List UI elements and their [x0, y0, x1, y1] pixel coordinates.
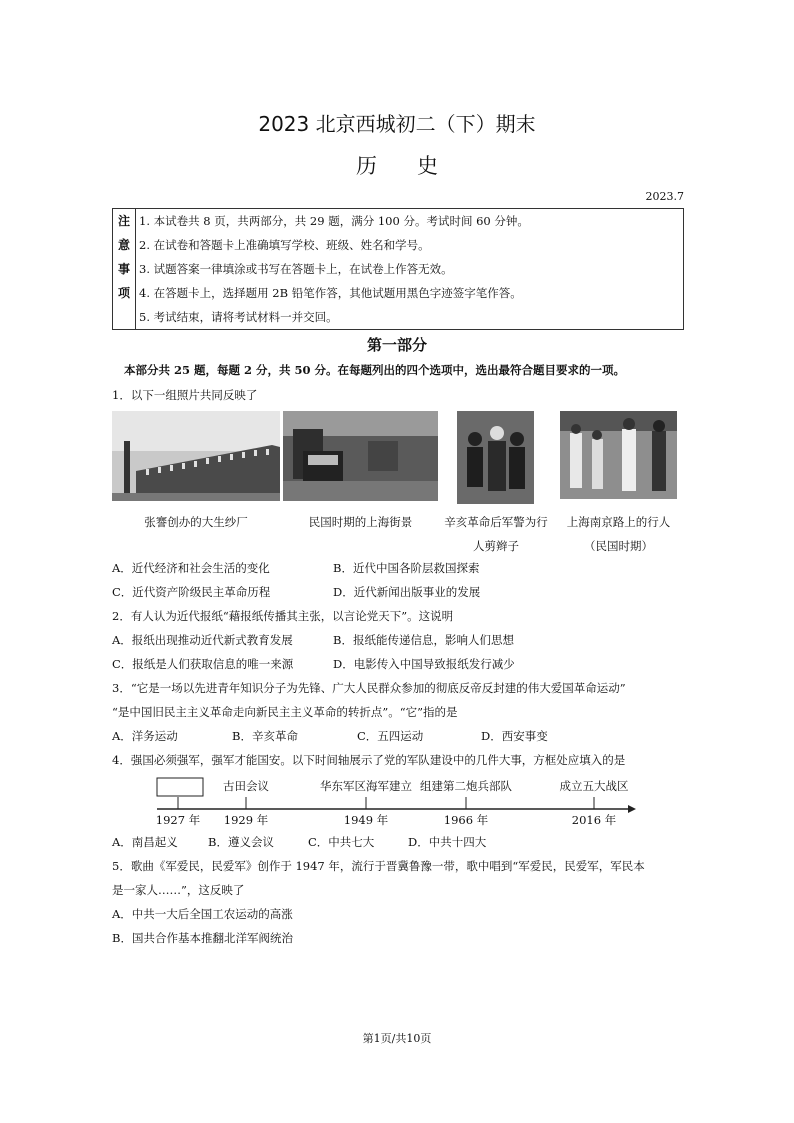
- notice-char: 注: [117, 214, 130, 228]
- notice-list: [139, 209, 529, 329]
- notice-char: 项: [117, 286, 130, 300]
- page-footer: 第1页/共10页: [362, 1032, 432, 1045]
- exam-title: 2023 北京西城初二（下）期末: [258, 112, 536, 136]
- q2-stem: 2．有人认为近代报纸“藉报纸传播其主张，以言论党天下”。这说明: [112, 609, 454, 623]
- q3-stem-line-2: “是中国旧民主主义革命走向新民主主义革命的转折点”。“它”指的是: [112, 705, 458, 719]
- photo-nanjing-road: [560, 411, 677, 499]
- caption-4: [560, 510, 677, 558]
- notice-char: 事: [117, 262, 130, 276]
- timeline-year: 1927 年: [155, 813, 201, 826]
- timeline-year: 1949 年: [343, 813, 389, 826]
- notice-item: 5. 考试结束，请将考试材料一并交回。: [139, 310, 338, 324]
- caption-2: 民国时期的上海街景: [308, 515, 413, 529]
- timeline: [150, 774, 650, 826]
- q1-stem: 1．以下一组照片共同反映了: [112, 388, 258, 402]
- q5-option-a[interactable]: A．中共一大后全国工农运动的高涨: [112, 907, 293, 921]
- q2-option-d[interactable]: D．电影传入中国导致报纸发行减少: [333, 657, 515, 671]
- caption-4-line-1: 上海南京路上的行人: [566, 515, 671, 529]
- timeline-blank-box: [157, 778, 203, 796]
- timeline-event: 华东军区海军建立: [320, 779, 412, 793]
- q4-option-c[interactable]: C．中共七大: [308, 835, 375, 849]
- caption-3-line-2: 人剪辫子: [473, 539, 519, 553]
- q1-option-b[interactable]: B．近代中国各阶层救国探索: [333, 561, 480, 575]
- q1-option-d[interactable]: D．近代新闻出版事业的发展: [333, 585, 481, 599]
- q4-option-d[interactable]: D．中共十四大: [408, 835, 487, 849]
- caption-4-line-2: （民国时期）: [584, 539, 653, 553]
- part-intro: 本部分共 25 题，每题 2 分，共 50 分。在每题列出的四个选项中，选出最符合题目要求的一项。: [124, 363, 626, 377]
- q3-option-d[interactable]: D．西安事变: [481, 729, 548, 743]
- q3-option-b[interactable]: B．辛亥革命: [232, 729, 298, 743]
- photo-shanghai-street: [283, 411, 438, 501]
- q4-stem: 4．强国必须强军，强军才能国安。以下时间轴展示了党的军队建设中的几件大事，方框处应填入的是: [112, 753, 626, 767]
- caption-3: [440, 510, 552, 558]
- subject-title: 历史: [356, 154, 478, 178]
- timeline-event: 成立五大战区: [559, 779, 629, 793]
- photo-queue-cutting: [457, 411, 534, 504]
- timeline-event: 古田会议: [223, 779, 269, 793]
- notice-box: [112, 208, 684, 330]
- timeline-event: 组建第二炮兵部队: [420, 779, 512, 793]
- notice-side-label: [113, 209, 136, 329]
- timeline-year: 1966 年: [443, 813, 489, 826]
- q5-option-b[interactable]: B．国共合作基本推翻北洋军阀统治: [112, 931, 293, 945]
- notice-item: 1. 本试卷共 8 页，共两部分，共 29 题，满分 100 分。考试时间 60 分钟。: [139, 214, 529, 228]
- exam-date: 2023.7: [645, 190, 684, 203]
- q3-stem-line-1: 3．“它是一场以先进青年知识分子为先锋、广大人民群众参加的彻底反帝反封建的伟大爱国革命运动”: [112, 681, 626, 695]
- q2-option-b[interactable]: B．报纸能传递信息，影响人们思想: [333, 633, 514, 647]
- q3-option-c[interactable]: C．五四运动: [357, 729, 424, 743]
- timeline-year: 1929 年: [223, 813, 269, 826]
- q2-option-a[interactable]: A．报纸出现推动近代新式教育发展: [112, 633, 293, 647]
- notice-item: 2. 在试卷和答题卡上准确填写学校、班级、姓名和学号。: [139, 238, 430, 252]
- timeline-year: 2016 年: [571, 813, 617, 826]
- timeline-arrow: [628, 805, 636, 813]
- q4-option-a[interactable]: A．南昌起义: [112, 835, 178, 849]
- caption-1: 张謇创办的大生纱厂: [144, 515, 248, 529]
- q1-option-c[interactable]: C．近代资产阶级民主革命历程: [112, 585, 271, 599]
- part-title: 第一部分: [366, 336, 427, 354]
- photo-factory: [112, 411, 280, 501]
- q1-option-a[interactable]: A．近代经济和社会生活的变化: [112, 561, 270, 575]
- q5-stem-line-1: 5．歌曲《军爱民，民爱军》创作于 1947 年，流行于晋冀鲁豫一带，歌中唱到“军爱民，民爱军，军民本: [112, 859, 645, 873]
- notice-item: 4. 在答题卡上，选择题用 2B 铅笔作答，其他试题用黑色字迹签字笔作答。: [139, 286, 522, 300]
- q2-option-c[interactable]: C．报纸是人们获取信息的唯一来源: [112, 657, 294, 671]
- q4-option-b[interactable]: B．遵义会议: [208, 835, 274, 849]
- q5-stem-line-2: 是一家人……”，这反映了: [112, 883, 245, 897]
- notice-char: 意: [117, 238, 130, 252]
- q3-option-a[interactable]: A．洋务运动: [112, 729, 178, 743]
- notice-item: 3. 试题答案一律填涂或书写在答题卡上，在试卷上作答无效。: [139, 262, 453, 276]
- caption-3-line-1: 辛亥革命后军警为行: [444, 515, 548, 529]
